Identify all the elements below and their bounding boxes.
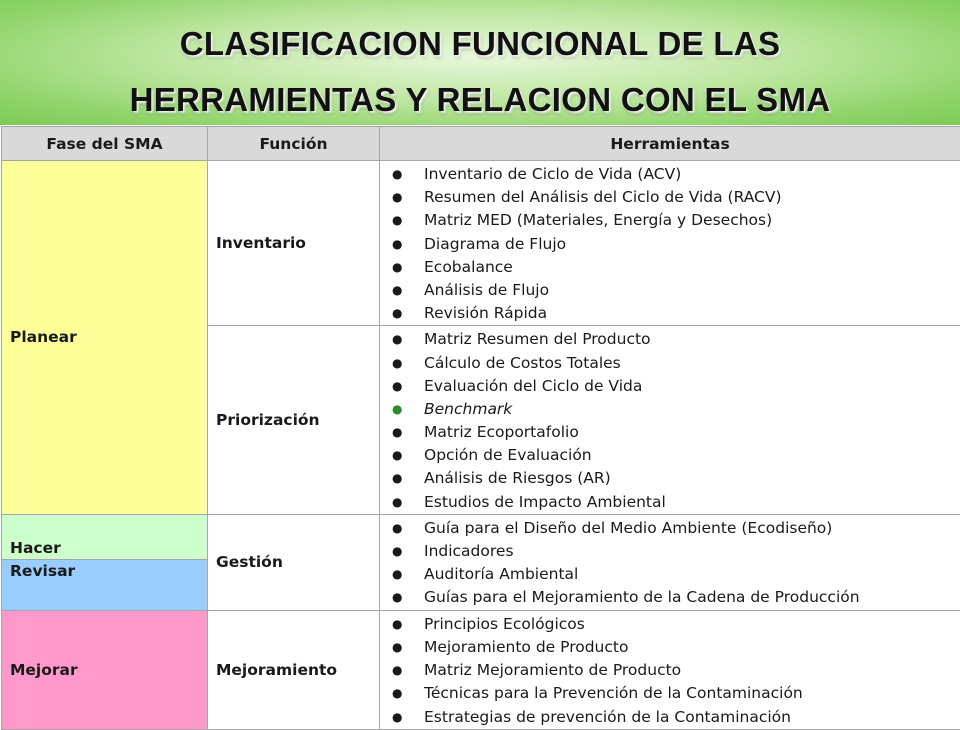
- tool-list-item: [380, 279, 960, 302]
- tool-label: Opción de Evaluación: [424, 446, 592, 464]
- tool-label: Análisis de Flujo: [424, 281, 549, 299]
- tool-list-item: [380, 613, 960, 636]
- header-function: Función: [208, 127, 380, 161]
- tool-list-item: [380, 302, 960, 325]
- bullet-icon: ●: [392, 682, 402, 705]
- bullet-icon: ●: [392, 352, 402, 375]
- function-inventario: [208, 161, 380, 326]
- phase-hacer: [2, 514, 208, 559]
- tool-list-item: [380, 163, 960, 186]
- tool-list-item: [380, 586, 960, 609]
- tool-label: Estudios de Impacto Ambiental: [424, 493, 666, 511]
- bullet-icon: ●: [392, 491, 402, 514]
- tool-list-item: [380, 375, 960, 398]
- bullet-icon: ●: [392, 444, 402, 467]
- tool-label: Revisión Rápida: [424, 304, 547, 322]
- tools-list: [380, 613, 960, 729]
- phase-label: Mejorar: [10, 661, 78, 679]
- bullet-icon: ●: [392, 328, 402, 351]
- tool-list-item: [380, 540, 960, 563]
- bullet-icon: ●: [392, 375, 402, 398]
- function-label: Priorización: [216, 411, 320, 429]
- bullet-icon: ●: [392, 563, 402, 586]
- tool-list-item: [380, 517, 960, 540]
- tool-label: Cálculo de Costos Totales: [424, 354, 621, 372]
- tool-label: Mejoramiento de Producto: [424, 638, 628, 656]
- tool-label: Benchmark: [424, 400, 512, 418]
- tool-list-item: [380, 256, 960, 279]
- tool-list-item: [380, 209, 960, 232]
- tool-list-item: [380, 491, 960, 514]
- tools-mejoramiento: [380, 610, 960, 729]
- function-mejoramiento: [208, 610, 380, 729]
- phase-planear: [2, 161, 208, 515]
- bullet-icon: ●: [392, 586, 402, 609]
- tool-list-item: [380, 467, 960, 490]
- tool-list-item: [380, 706, 960, 729]
- bullet-icon: ●: [392, 706, 402, 729]
- tools-inventario: [380, 161, 960, 326]
- tool-list-item: [380, 636, 960, 659]
- phase-label: Revisar: [10, 562, 75, 580]
- tool-list-item: [380, 398, 960, 421]
- slide-title: [0, 16, 960, 128]
- bullet-icon: ●: [392, 279, 402, 302]
- bullet-icon: ●: [392, 636, 402, 659]
- phase-revisar: [2, 559, 208, 610]
- bullet-icon: ●: [392, 302, 402, 325]
- tool-label: Matriz Mejoramiento de Producto: [424, 661, 681, 679]
- bullet-icon: ●: [392, 398, 402, 421]
- tool-label: Indicadores: [424, 542, 514, 560]
- bullet-icon: ●: [392, 540, 402, 563]
- tools-table: [1, 126, 960, 730]
- bullet-icon: ●: [392, 186, 402, 209]
- header-phase: Fase del SMA: [2, 127, 208, 161]
- table-row: [2, 514, 960, 559]
- tool-label: Resumen del Análisis del Ciclo de Vida (RACV): [424, 188, 782, 206]
- tool-list-item: [380, 186, 960, 209]
- bullet-icon: ●: [392, 613, 402, 636]
- bullet-icon: ●: [392, 467, 402, 490]
- tool-label: Inventario de Ciclo de Vida (ACV): [424, 165, 681, 183]
- tool-label: Guía para el Diseño del Medio Ambiente (Ecodiseño): [424, 519, 832, 537]
- phase-mejorar: [2, 610, 208, 729]
- tool-list-item: [380, 328, 960, 351]
- tool-label: Evaluación del Ciclo de Vida: [424, 377, 642, 395]
- tool-label: Diagrama de Flujo: [424, 235, 566, 253]
- tool-list-item: [380, 233, 960, 256]
- title-line-2: HERRAMIENTAS Y RELACION CON EL SMA: [0, 72, 960, 128]
- tool-label: Principios Ecológicos: [424, 615, 585, 633]
- tool-label: Análisis de Riesgos (AR): [424, 469, 611, 487]
- bullet-icon: ●: [392, 659, 402, 682]
- bullet-icon: ●: [392, 517, 402, 540]
- tool-label: Técnicas para la Prevención de la Contaminación: [424, 684, 803, 702]
- tool-label: Matriz MED (Materiales, Energía y Desechos): [424, 211, 772, 229]
- function-label: Inventario: [216, 234, 306, 252]
- header-tools: Herramientas: [380, 127, 960, 161]
- tool-label: Auditoría Ambiental: [424, 565, 578, 583]
- bullet-icon: ●: [392, 163, 402, 186]
- title-line-1: CLASIFICACION FUNCIONAL DE LAS: [0, 16, 960, 72]
- tool-label: Guías para el Mejoramiento de la Cadena de Producción: [424, 588, 860, 606]
- tool-list-item: [380, 659, 960, 682]
- tools-list: [380, 328, 960, 514]
- tool-list-item: [380, 421, 960, 444]
- tool-list-item: [380, 444, 960, 467]
- tool-label: Matriz Ecoportafolio: [424, 423, 579, 441]
- tools-gestion: [380, 514, 960, 610]
- tool-label: Ecobalance: [424, 258, 513, 276]
- tool-label: Estrategias de prevención de la Contaminación: [424, 708, 791, 726]
- function-label: Gestión: [216, 553, 283, 571]
- phase-label: Planear: [10, 328, 77, 346]
- tools-priorizacion: [380, 326, 960, 515]
- function-label: Mejoramiento: [216, 661, 337, 679]
- phase-label: Hacer: [10, 539, 61, 557]
- bullet-icon: ●: [392, 421, 402, 444]
- tools-list: [380, 517, 960, 610]
- bullet-icon: ●: [392, 233, 402, 256]
- table-header-row: [2, 127, 960, 161]
- table-row: [2, 161, 960, 326]
- function-gestion: [208, 514, 380, 610]
- bullet-icon: ●: [392, 256, 402, 279]
- tool-list-item: [380, 352, 960, 375]
- table-row: [2, 610, 960, 729]
- function-priorizacion: [208, 326, 380, 515]
- tools-list: [380, 163, 960, 325]
- tool-list-item: [380, 563, 960, 586]
- tool-list-item: [380, 682, 960, 705]
- tool-label: Matriz Resumen del Producto: [424, 330, 651, 348]
- bullet-icon: ●: [392, 209, 402, 232]
